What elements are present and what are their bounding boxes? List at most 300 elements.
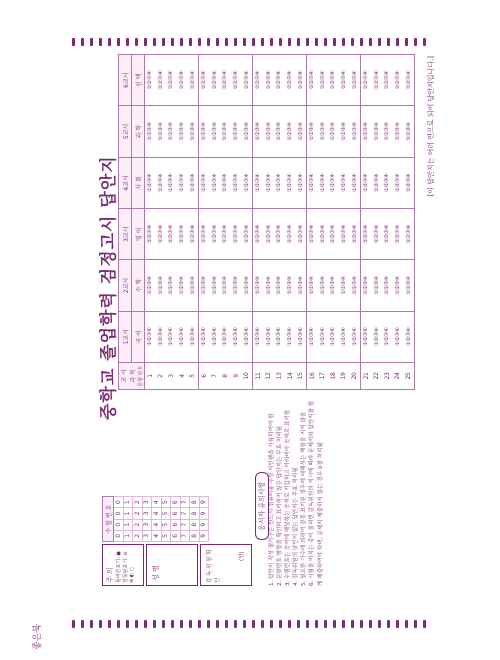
question-number: 4 — [177, 363, 188, 390]
answer-bubbles[interactable]: ①②③④ — [403, 311, 414, 362]
exam-digit-bubble[interactable]: 5 — [161, 508, 171, 519]
answer-bubbles[interactable]: ①②③④ — [349, 260, 360, 311]
exam-digit-bubble[interactable]: 0 — [114, 530, 124, 541]
question-number: 11 — [252, 363, 263, 390]
exam-digit-bubble[interactable]: 7 — [180, 497, 190, 508]
exam-digit-bubble[interactable]: 0 — [114, 519, 124, 530]
answer-bubbles[interactable]: ①②③④ — [264, 157, 275, 208]
answer-bubbles[interactable]: ①②③④ — [403, 260, 414, 311]
answer-bubbles[interactable]: ①②③④ — [349, 157, 360, 208]
exam-digit-bubble[interactable]: 5 — [161, 530, 171, 541]
subject-header: 과 학 — [132, 106, 145, 157]
precaution-item: 1. 답안지 작성 필기구는 반드시 컴퓨터용 수성 사인펜을 사용하여야 함 — [269, 413, 275, 586]
answer-bubbles[interactable]: ①②③④ — [220, 55, 231, 106]
answer-bubbles[interactable]: ①②③④ — [231, 106, 242, 157]
perforation-dot — [189, 38, 192, 46]
answer-bubbles[interactable]: ①②③④ — [198, 311, 209, 362]
answer-bubbles[interactable]: ①②③④ — [145, 55, 156, 106]
question-number: 8 — [220, 363, 231, 390]
exam-number-grid — [102, 496, 209, 542]
answer-bubbles[interactable]: ①②③④ — [241, 55, 252, 106]
answer-bubbles[interactable]: ①②③④ — [382, 209, 393, 260]
subject-header: 영 어 — [132, 209, 145, 260]
perforation-dot — [297, 38, 300, 46]
subject-header: 사 회 — [132, 157, 145, 208]
answer-bubbles[interactable]: ①②③④ — [220, 209, 231, 260]
answer-bubbles[interactable]: ①②③④ — [231, 260, 242, 311]
answer-bubbles[interactable]: ①②③④ — [177, 55, 188, 106]
answer-bubbles[interactable]: ①②③④ — [198, 209, 209, 260]
perforation-dot — [180, 38, 183, 46]
exam-digit-bubble[interactable]: 2 — [133, 508, 143, 519]
precaution-item: 5. 필요한 가수에 의하여 잘못 표기된 경우에 대해서는 책임을 지지 않음 — [301, 411, 308, 586]
answer-bubbles[interactable]: ①②③④ — [264, 260, 275, 311]
exam-digit-row — [114, 497, 124, 542]
answer-bubbles[interactable]: ①②③④ — [318, 106, 329, 157]
precaution-item: 2. 문항번호 방향을 확인하고 표기하지 않은 답안지는 무효 처리됨 — [277, 425, 284, 586]
answer-bubbles[interactable]: ①②③④ — [403, 106, 414, 157]
answer-bubbles[interactable]: ①②③④ — [145, 106, 156, 157]
exam-digit-bubble[interactable]: 6 — [171, 530, 181, 541]
answer-bubbles[interactable]: ①②③④ — [339, 106, 350, 157]
answer-bubbles[interactable]: ①②③④ — [295, 157, 306, 208]
exam-digit-bubble[interactable]: 5 — [161, 519, 171, 530]
exam-digit-bubble[interactable]: 4 — [152, 530, 162, 541]
answer-bubbles[interactable]: ①②③④ — [210, 55, 221, 106]
answer-bubbles[interactable]: ①②③④ — [328, 209, 339, 260]
answer-row — [177, 55, 188, 390]
period-header: 1교시 — [119, 311, 132, 362]
answer-bubbles[interactable]: ①②③④ — [403, 55, 414, 106]
exam-digit-bubble[interactable]: 1 — [123, 530, 133, 541]
exam-digit-bubble[interactable]: 3 — [142, 508, 152, 519]
perforation-dot — [369, 38, 372, 46]
exam-digit-bubble[interactable]: 4 — [152, 497, 162, 508]
answer-bubbles[interactable]: ①②③④ — [318, 157, 329, 208]
perforation-dot — [324, 620, 327, 628]
exam-digit-bubble[interactable]: 3 — [142, 530, 152, 541]
answer-bubbles[interactable]: ①②③④ — [318, 311, 329, 362]
answer-bubbles[interactable]: ①②③④ — [145, 209, 156, 260]
answer-bubbles[interactable]: ①②③④ — [166, 106, 177, 157]
answer-bubbles[interactable]: ①②③④ — [177, 157, 188, 208]
answer-bubbles[interactable]: ①②③④ — [241, 157, 252, 208]
answer-bubbles[interactable]: ①②③④ — [285, 260, 296, 311]
exam-digit-row — [133, 497, 143, 542]
answer-row — [360, 55, 371, 390]
perforation-dot — [270, 38, 273, 46]
answer-bubbles[interactable]: ①②③④ — [220, 311, 231, 362]
answer-bubbles[interactable]: ①②③④ — [145, 311, 156, 362]
question-number: 12 — [264, 363, 275, 390]
exam-digit-bubble[interactable]: 4 — [152, 519, 162, 530]
answer-row — [382, 55, 393, 390]
answer-bubbles[interactable]: ①②③④ — [360, 55, 371, 106]
answer-bubbles[interactable]: ①②③④ — [349, 209, 360, 260]
question-number: 10 — [241, 363, 252, 390]
answer-bubbles[interactable]: ①②③④ — [371, 106, 382, 157]
perforation-dot — [306, 620, 309, 628]
answer-bubbles[interactable]: ①②③④ — [252, 55, 263, 106]
answer-bubbles[interactable]: ①②③④ — [274, 55, 285, 106]
exam-digit-bubble[interactable]: 2 — [133, 497, 143, 508]
answer-bubbles[interactable]: ①②③④ — [187, 209, 198, 260]
answer-bubbles[interactable]: ①②③④ — [156, 260, 167, 311]
answer-bubbles[interactable]: ①②③④ — [285, 157, 296, 208]
notice-box — [102, 544, 144, 586]
supervisor-box — [200, 544, 252, 586]
exam-digit-bubble[interactable]: 6 — [171, 508, 181, 519]
exam-digit-bubble[interactable]: 7 — [180, 530, 190, 541]
perforation-dot — [261, 620, 264, 628]
answer-bubbles[interactable]: ①②③④ — [187, 55, 198, 106]
answer-row — [349, 55, 360, 390]
answer-bubbles[interactable]: ①②③④ — [241, 209, 252, 260]
question-number: 21 — [360, 363, 371, 390]
question-number: 3 — [166, 363, 177, 390]
answer-bubbles[interactable]: ①②③④ — [198, 157, 209, 208]
perforation-dot — [99, 620, 102, 628]
perforation-dot — [369, 620, 372, 628]
perforation-dot — [234, 38, 237, 46]
perforation-dot — [117, 38, 120, 46]
name-label: 성 명 — [152, 565, 160, 581]
perforation-dot — [171, 620, 174, 628]
answer-bubbles[interactable]: ①②③④ — [166, 209, 177, 260]
answer-bubbles[interactable]: ①②③④ — [285, 55, 296, 106]
answer-bubbles[interactable]: ①②③④ — [210, 209, 221, 260]
answer-bubbles[interactable]: ①②③④ — [328, 260, 339, 311]
answer-bubbles[interactable]: ①②③④ — [360, 311, 371, 362]
exam-digit-bubble[interactable]: 0 — [114, 508, 124, 519]
perforation-dot — [324, 38, 327, 46]
question-number: 1 — [145, 363, 156, 390]
perforation-dot — [180, 620, 183, 628]
perforation-dot — [288, 38, 291, 46]
exam-digit-bubble[interactable]: 9 — [199, 519, 209, 530]
perforation-dot — [72, 38, 75, 46]
answer-bubbles[interactable]: ①②③④ — [393, 106, 404, 157]
perforation-dot — [351, 38, 354, 46]
period-header: 5교시 — [119, 106, 132, 157]
answer-bubbles[interactable]: ①②③④ — [295, 106, 306, 157]
answer-bubbles[interactable]: ①②③④ — [177, 106, 188, 157]
subject-header: 선 택 — [132, 55, 145, 106]
answer-bubbles[interactable]: ①②③④ — [382, 260, 393, 311]
answer-bubbles[interactable]: ①②③④ — [264, 311, 275, 362]
perforation-dot — [90, 38, 93, 46]
answer-bubbles[interactable]: ①②③④ — [264, 209, 275, 260]
answer-bubbles[interactable]: ①②③④ — [198, 55, 209, 106]
perforation-dot — [306, 38, 309, 46]
answer-bubbles[interactable]: ①②③④ — [166, 55, 177, 106]
perforation-dot — [225, 620, 228, 628]
exam-digit-bubble[interactable]: 3 — [142, 519, 152, 530]
answer-bubbles[interactable]: ①②③④ — [264, 106, 275, 157]
answer-bubbles[interactable]: ①②③④ — [156, 157, 167, 208]
question-number: 6 — [198, 363, 209, 390]
exam-digit-bubble[interactable]: 9 — [199, 497, 209, 508]
exam-digit-bubble[interactable]: 1 — [123, 508, 133, 519]
question-number: 19 — [339, 363, 350, 390]
answer-bubbles[interactable]: ①②③④ — [145, 157, 156, 208]
perforation-dot — [243, 38, 246, 46]
answer-bubbles[interactable]: ①②③④ — [177, 311, 188, 362]
exam-digit-bubble[interactable]: 7 — [180, 508, 190, 519]
answer-bubbles[interactable]: ①②③④ — [382, 55, 393, 106]
exam-digit-bubble[interactable]: 6 — [171, 497, 181, 508]
answer-bubbles[interactable]: ①②③④ — [156, 106, 167, 157]
perforation-dot — [315, 38, 318, 46]
answer-bubbles[interactable]: ①②③④ — [274, 311, 285, 362]
answer-bubbles[interactable]: ①②③④ — [285, 106, 296, 157]
answer-bubbles[interactable]: ①②③④ — [339, 55, 350, 106]
exam-digit-bubble[interactable]: 8 — [190, 530, 200, 541]
answer-bubbles[interactable]: ①②③④ — [285, 209, 296, 260]
answer-bubbles[interactable]: ①②③④ — [339, 311, 350, 362]
perforation-dot — [72, 620, 75, 628]
answer-bubbles[interactable]: ①②③④ — [403, 209, 414, 260]
answer-bubbles[interactable]: ①②③④ — [339, 209, 350, 260]
answer-row — [231, 55, 242, 390]
perforation-dot — [270, 620, 273, 628]
answer-bubbles[interactable]: ①②③④ — [328, 106, 339, 157]
answer-bubbles[interactable]: ①②③④ — [393, 157, 404, 208]
answer-bubbles[interactable]: ①②③④ — [252, 311, 263, 362]
answer-bubbles[interactable]: ①②③④ — [360, 106, 371, 157]
answer-bubbles[interactable]: ①②③④ — [349, 106, 360, 157]
perforation-dot — [216, 620, 219, 628]
answer-bubbles[interactable]: ①②③④ — [306, 260, 317, 311]
answer-bubbles[interactable]: ①②③④ — [349, 311, 360, 362]
perforation-dot — [81, 38, 84, 46]
answer-bubbles[interactable]: ①②③④ — [252, 106, 263, 157]
name-box — [146, 544, 198, 586]
exam-digit-bubble[interactable]: 4 — [152, 508, 162, 519]
answer-row — [393, 55, 404, 390]
answer-bubbles[interactable]: ①②③④ — [403, 157, 414, 208]
answer-bubbles[interactable]: ①②③④ — [187, 106, 198, 157]
answer-bubbles[interactable]: ①②③④ — [328, 157, 339, 208]
signature-hint: (인) — [239, 551, 245, 561]
exam-digit-bubble[interactable]: 1 — [123, 497, 133, 508]
answer-bubbles[interactable]: ①②③④ — [360, 157, 371, 208]
answer-row — [252, 55, 263, 390]
answer-bubbles[interactable]: ①②③④ — [306, 157, 317, 208]
answer-row — [187, 55, 198, 390]
answer-bubbles[interactable]: ①②③④ — [274, 209, 285, 260]
perforation-dot — [315, 620, 318, 628]
question-number: 2 — [156, 363, 167, 390]
answer-bubbles[interactable]: ①②③④ — [166, 157, 177, 208]
answer-bubbles[interactable]: ①②③④ — [156, 209, 167, 260]
answer-bubbles[interactable]: ①②③④ — [241, 260, 252, 311]
answer-bubbles[interactable]: ①②③④ — [393, 311, 404, 362]
perforation-dot — [342, 620, 345, 628]
perforation-dot — [396, 38, 399, 46]
answer-row — [306, 55, 317, 390]
perforation-dot — [162, 620, 165, 628]
answer-bubbles[interactable]: ①②③④ — [393, 209, 404, 260]
answer-bubbles[interactable]: ①②③④ — [220, 157, 231, 208]
corner-subject-label: 과 목 — [130, 369, 137, 383]
answer-row — [145, 55, 156, 390]
footer-note: [이 답안지는 여러 면으로 되어 답안지입니다.] — [427, 56, 435, 197]
answer-bubbles[interactable]: ①②③④ — [306, 55, 317, 106]
answer-bubbles[interactable]: ①②③④ — [156, 55, 167, 106]
answer-bubbles[interactable]: ①②③④ — [295, 260, 306, 311]
answer-row — [371, 55, 382, 390]
perforation-dot — [153, 38, 156, 46]
answer-bubbles[interactable]: ①②③④ — [177, 260, 188, 311]
answer-bubbles[interactable]: ①②③④ — [177, 209, 188, 260]
perforation-dot — [126, 38, 129, 46]
answer-bubbles[interactable]: ①②③④ — [318, 209, 329, 260]
answer-bubbles[interactable]: ①②③④ — [241, 311, 252, 362]
answer-bubbles[interactable]: ①②③④ — [349, 55, 360, 106]
answer-bubbles[interactable]: ①②③④ — [252, 209, 263, 260]
answer-bubbles[interactable]: ①②③④ — [295, 55, 306, 106]
answer-bubbles[interactable]: ①②③④ — [360, 260, 371, 311]
answer-row — [285, 55, 296, 390]
answer-bubbles[interactable]: ①②③④ — [145, 260, 156, 311]
perforation-dot — [333, 620, 336, 628]
perforation-dot — [333, 38, 336, 46]
answer-bubbles[interactable]: ①②③④ — [252, 157, 263, 208]
exam-digit-bubble[interactable]: 8 — [190, 508, 200, 519]
exam-digit-bubble[interactable]: 2 — [133, 530, 143, 541]
answer-bubbles[interactable]: ①②③④ — [198, 260, 209, 311]
exam-digit-bubble[interactable]: 0 — [114, 497, 124, 508]
answer-bubbles[interactable]: ①②③④ — [285, 311, 296, 362]
answer-bubbles[interactable]: ①②③④ — [220, 106, 231, 157]
question-number: 5 — [187, 363, 198, 390]
answer-bubbles[interactable]: ①②③④ — [187, 311, 198, 362]
answer-row — [328, 55, 339, 390]
answer-bubbles[interactable]: ①②③④ — [318, 55, 329, 106]
exam-digit-row — [199, 497, 209, 542]
perforation-dot — [81, 620, 84, 628]
answer-bubbles[interactable]: ①②③④ — [210, 311, 221, 362]
answer-bubbles[interactable]: ①②③④ — [274, 106, 285, 157]
answer-row — [318, 55, 329, 390]
answer-bubbles[interactable]: ①②③④ — [166, 311, 177, 362]
answer-bubbles[interactable]: ①②③④ — [371, 260, 382, 311]
answer-bubbles[interactable]: ①②③④ — [187, 260, 198, 311]
answer-bubbles[interactable]: ①②③④ — [210, 106, 221, 157]
answer-bubbles[interactable]: ①②③④ — [371, 311, 382, 362]
answer-bubbles[interactable]: ①②③④ — [371, 209, 382, 260]
perforation-dot — [243, 620, 246, 628]
answer-bubbles[interactable]: ①②③④ — [306, 106, 317, 157]
exam-digit-bubble[interactable]: 7 — [180, 519, 190, 530]
exam-digit-bubble[interactable]: 5 — [161, 497, 171, 508]
exam-digit-bubble[interactable]: 3 — [142, 497, 152, 508]
answer-bubbles[interactable]: ①②③④ — [318, 260, 329, 311]
answer-bubbles[interactable]: ①②③④ — [166, 260, 177, 311]
period-header: 6교시 — [119, 55, 132, 106]
perforation-dot — [378, 620, 381, 628]
answer-bubbles[interactable]: ①②③④ — [393, 260, 404, 311]
answer-bubbles[interactable]: ①②③④ — [382, 106, 393, 157]
perforation-dot — [99, 38, 102, 46]
answer-bubbles[interactable]: ①②③④ — [360, 209, 371, 260]
answer-bubbles[interactable]: ①②③④ — [220, 260, 231, 311]
answer-bubbles[interactable]: ①②③④ — [231, 55, 242, 106]
answer-bubbles[interactable]: ①②③④ — [198, 106, 209, 157]
question-number: 18 — [328, 363, 339, 390]
perforation-dot — [396, 620, 399, 628]
answer-bubbles[interactable]: ①②③④ — [187, 157, 198, 208]
exam-digit-row — [190, 497, 200, 542]
answer-bubbles[interactable]: ①②③④ — [306, 209, 317, 260]
exam-digit-bubble[interactable]: 8 — [190, 497, 200, 508]
answer-bubbles[interactable]: ①②③④ — [274, 260, 285, 311]
exam-digit-bubble[interactable]: 9 — [199, 530, 209, 541]
answer-bubbles[interactable]: ①②③④ — [306, 311, 317, 362]
bottom-perforation — [72, 620, 426, 628]
precautions-title: 응시자 유의사항 — [255, 472, 269, 540]
perforation-dot — [405, 38, 408, 46]
answer-bubbles[interactable]: ①②③④ — [382, 311, 393, 362]
notice-side-label: 주 의 — [106, 567, 114, 583]
exam-digit-row — [161, 497, 171, 542]
perforation-dot — [207, 620, 210, 628]
exam-digit-bubble[interactable]: 1 — [123, 519, 133, 530]
answer-sheet — [90, 50, 440, 590]
question-number: 23 — [382, 363, 393, 390]
answer-bubbles[interactable]: ①②③④ — [328, 311, 339, 362]
answer-row — [156, 55, 167, 390]
answer-bubbles[interactable]: ①②③④ — [295, 209, 306, 260]
grid-corner — [119, 363, 145, 390]
question-number: 9 — [231, 363, 242, 390]
answer-bubbles[interactable]: ①②③④ — [339, 157, 350, 208]
answer-bubbles[interactable]: ①②③④ — [231, 311, 242, 362]
answer-bubbles[interactable]: ①②③④ — [371, 55, 382, 106]
perforation-dot — [126, 620, 129, 628]
answer-bubbles[interactable]: ①②③④ — [339, 260, 350, 311]
exam-digit-bubble[interactable]: 2 — [133, 519, 143, 530]
answer-bubbles[interactable]: ①②③④ — [328, 55, 339, 106]
answer-bubbles[interactable]: ①②③④ — [252, 260, 263, 311]
question-number: 22 — [371, 363, 382, 390]
exam-digit-bubble[interactable]: 8 — [190, 519, 200, 530]
perforation-dot — [90, 620, 93, 628]
question-number: 25 — [403, 363, 414, 390]
exam-digit-bubble[interactable]: 9 — [199, 508, 209, 519]
exam-digit-bubble[interactable]: 6 — [171, 519, 181, 530]
answer-bubbles[interactable]: ①②③④ — [231, 157, 242, 208]
perforation-dot — [414, 38, 417, 46]
answer-bubbles[interactable]: ①②③④ — [382, 157, 393, 208]
answer-bubbles[interactable]: ①②③④ — [241, 106, 252, 157]
perforation-dot — [144, 38, 147, 46]
answer-bubbles[interactable]: ①②③④ — [393, 55, 404, 106]
answer-row — [198, 55, 209, 390]
answer-bubbles[interactable]: ①②③④ — [210, 157, 221, 208]
question-number: 15 — [295, 363, 306, 390]
answer-bubbles[interactable]: ①②③④ — [274, 157, 285, 208]
top-perforation — [72, 38, 426, 46]
perforation-dot — [297, 620, 300, 628]
answer-bubbles[interactable]: ①②③④ — [210, 260, 221, 311]
answer-bubbles[interactable]: ①②③④ — [231, 209, 242, 260]
answer-bubbles[interactable]: ①②③④ — [156, 311, 167, 362]
answer-bubbles[interactable]: ①②③④ — [371, 157, 382, 208]
answer-bubbles[interactable]: ①②③④ — [264, 55, 275, 106]
answer-bubbles[interactable]: ①②③④ — [295, 311, 306, 362]
